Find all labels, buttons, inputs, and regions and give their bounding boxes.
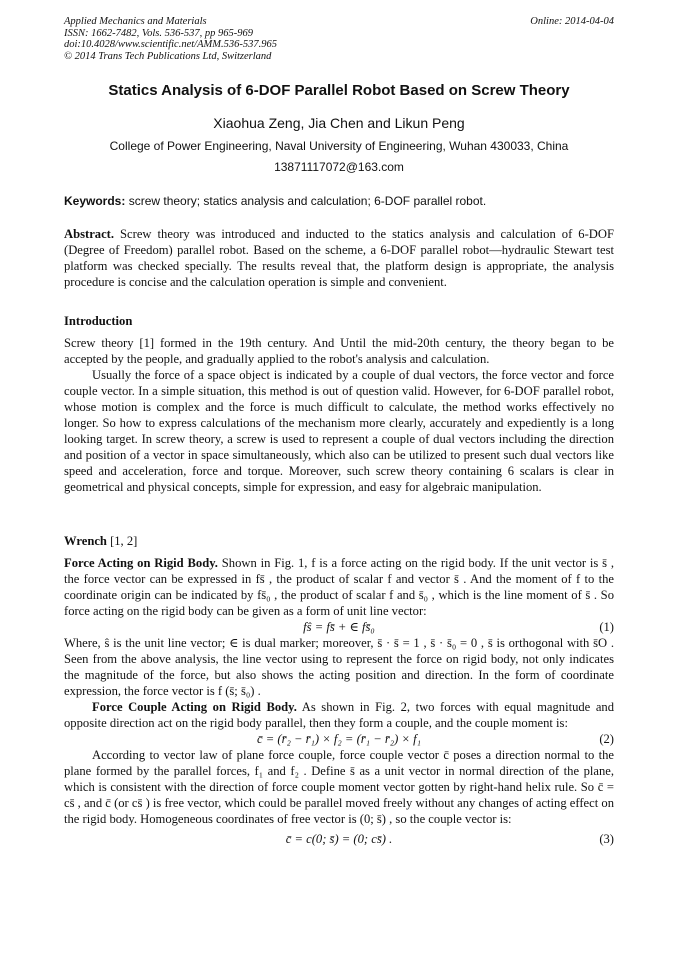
keywords-label: Keywords: <box>64 194 126 208</box>
equation-3 <box>64 831 614 847</box>
wrench-heading: Wrench <box>64 534 107 548</box>
equation-2-body: c̄ = (r̄₂ − r̄₁) × f₂ = (r̄₁ − r̄₂) × f₁ <box>256 732 421 746</box>
copyright-line: © 2014 Trans Tech Publications Ltd, Switzerland <box>64 50 272 62</box>
paper-title: Statics Analysis of 6-DOF Parallel Robot Based on Screw Theory <box>108 82 570 99</box>
authors: Xiaohua Zeng, Jia Chen and Likun Peng <box>213 115 465 131</box>
force-couple-label: Force Couple Acting on Rigid Body. <box>92 700 297 714</box>
intro-paragraph-2: Usually the force of a space object is indicated by a couple of dual vectors, the force vector and force couple vector. In a simple situation, this method is out of question valid. However, for 6-DOF parallel robot, whose motion is complex and the force is much difficult to calculate, the method works effectively no longer. So how to express calculations of the mechanism more clearly, accurately and expediently is a long looking target. In screw theory, a screw is used to represent a couple of dual vectors including the direction and position of a vector in space simultaneously, which also can be utilized to present such dual vectors like speed and acceleration, force and torque. Moreover, such screw theory containing 6 scalars is clear in geometrical and physical concepts, simple for expression, and easy for algebraic manipulation. <box>64 368 614 494</box>
intro-paragraph-1: Screw theory [1] formed in the 19th century. And Until the mid-20th century, the theory began to be accepted by the people, and gradually applied to the robot's analysis and calculation. <box>64 336 614 366</box>
abstract <box>64 226 614 290</box>
keywords <box>64 194 624 208</box>
equation-2-number: (2) <box>599 732 614 746</box>
email: 13871117072@163.com <box>274 160 404 174</box>
rigid-body-force-label: Force Acting on Rigid Body. <box>64 556 218 570</box>
issn-line: ISSN: 1662-7482, Vols. 536-537, pp 965-969 <box>64 27 253 39</box>
wrench-ref: [1, 2] <box>106 534 138 548</box>
equation-3-number: (3) <box>599 832 614 846</box>
wrench-heading-line <box>64 533 614 549</box>
abstract-label: Abstract. <box>64 227 115 241</box>
equation-1 <box>64 619 614 635</box>
force-couple-text: As shown in Fig. 2, two forces with equal magnitude and opposite direction act on the rigid body parallel, then they form a couple, and the couple moment is: <box>64 700 615 730</box>
equation-2 <box>64 731 614 747</box>
abstract-text: Screw theory was introduced and inducted to the statics analysis and calculation of 6-DOF (Degree of Freedom) parallel robot. Based on the scheme, a 6-DOF parallel robot—hydraulic Stewart test platform was checked specially. The results reveal that, the platform design is appropriate, the analysis procedure is concise and the calculation operation is simple and convenient. <box>64 227 614 289</box>
couple-vector-paragraph: According to vector law of plane force couple, force couple vector c̄ poses a direction normal to the plane formed by the parallel forces, f₁ and f₂ . Define s̄ as a unit vector in normal direction of the plane, which is consistent with the direction of force couple moment vector gotten by right-hand helix rule. So c̄ = cs̄ , and c̄ (or cs̄ ) is free vector, which could be parallel moved freely without any changes of acting effect on the rigid body. Homogeneous coordinates of free vector is (0; s̄) , so the couple vector is: <box>64 748 614 826</box>
equation-1-body: fŝ = fs̄ + ∈ fs̄₀ <box>303 620 375 634</box>
unit-line-vector-paragraph: Where, ŝ is the unit line vector; ∈ is dual marker; moreover, s̄ · s̄ = 1 , s̄ · s̄₀ = 0 , s̄ is orthogonal with s̄O . Seen from the above analysis, the line vector using to represent the force on rigid body, not only indicates the magnitude of the force, but also shows the acting position and direction. In the form of coordinate expression, the force vector is f (s̄; s̄₀) . <box>64 636 614 698</box>
rigid-body-force-paragraph <box>64 555 614 619</box>
equation-1-number: (1) <box>599 620 614 634</box>
affiliation: College of Power Engineering, Naval University of Engineering, Wuhan 430033, China <box>109 139 569 153</box>
doi-line: doi:10.4028/www.scientific.net/AMM.536-537.965 <box>64 39 277 50</box>
journal-header <box>64 16 277 62</box>
wrench-section <box>64 533 614 847</box>
keywords-text: screw theory; statics analysis and calculation; 6-DOF parallel robot. <box>125 194 487 208</box>
journal-name: Applied Mechanics and Materials <box>64 16 207 27</box>
introduction-section <box>64 313 614 495</box>
force-couple-paragraph <box>64 699 614 731</box>
rigid-body-force-text: Shown in Fig. 1, f is a force acting on the rigid body. If the unit vector is s̄ , the force vector can be expressed in fs̄ , the product of scalar f and vector s̄ . And the moment of f to the coordinate origin can be indicated by fs̄₀ , the product of scalar f and s̄₀ , which is the line moment of s̄ . So force acting on the rigid body can be given as a form of unit line vector: <box>64 556 614 618</box>
equation-3-body: c̄ = c(0; s̄) = (0; cs̄) . <box>285 832 393 846</box>
introduction-heading: Introduction <box>64 314 133 328</box>
online-date: Online: 2014-04-04 <box>530 16 614 27</box>
